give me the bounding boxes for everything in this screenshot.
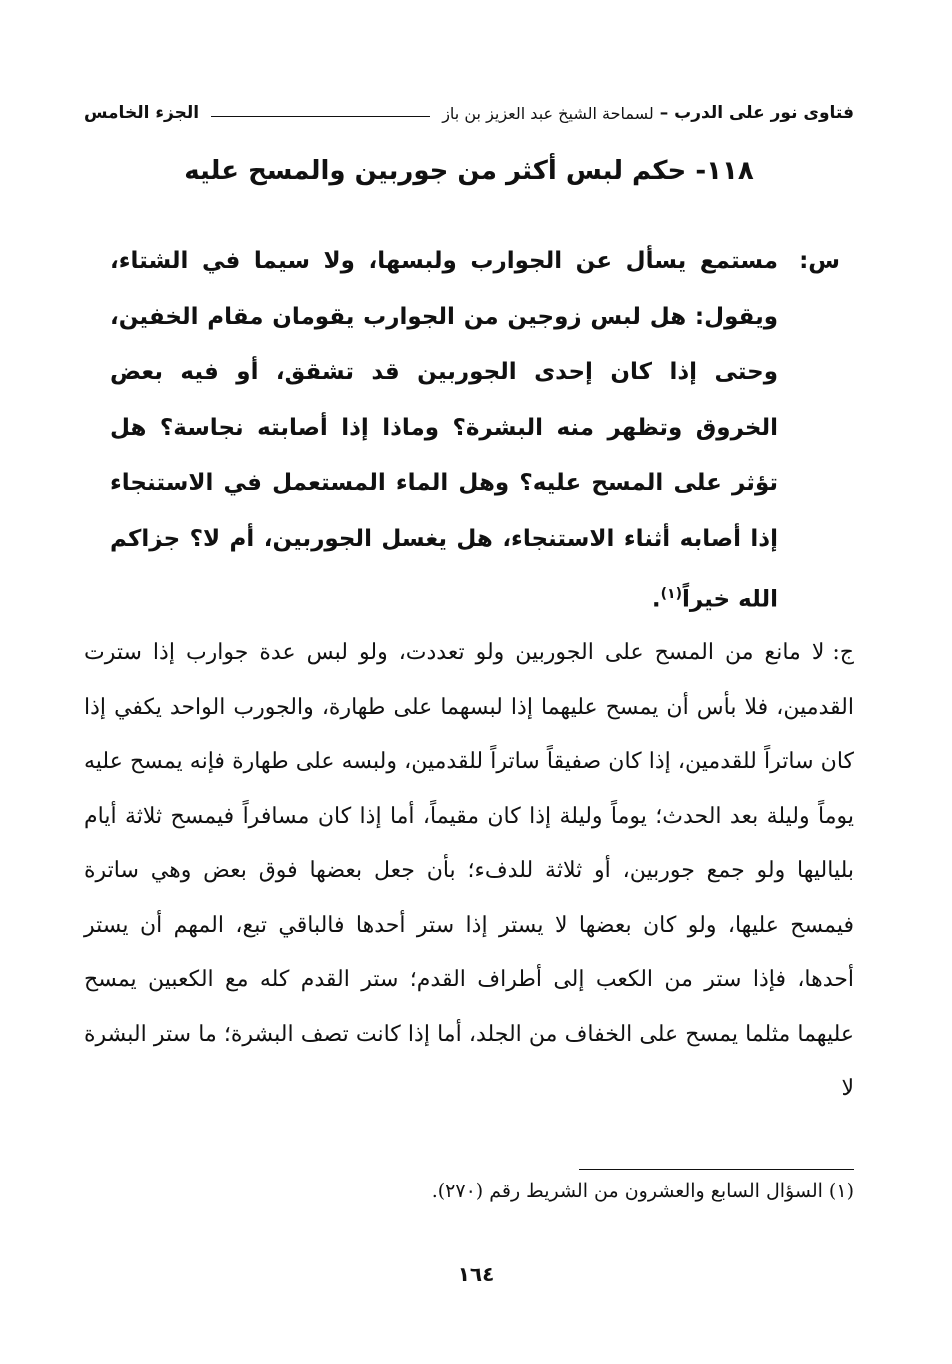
footnote-ref: (١): [660, 586, 682, 602]
page-number: ١٦٤: [457, 1262, 495, 1286]
volume-label: الجزء الخامس: [84, 103, 200, 123]
fatwa-title: ١١٨- حكم لبس أكثر من جوربين والمسح عليه: [184, 156, 754, 186]
question-end: .: [651, 586, 661, 613]
answer-label: ج:: [832, 640, 854, 665]
answer-text: لا مانع من المسح على الجوربين ولو تعددت، ولو لبس عدة جوارب إذا سترت القدمين، فلا بأس أن يمسح عليهما إذا لبسهما على طهارة، والجورب الواحد يكفي إذا كان ساتراً للقدمين، إذا كان صفيقاً ساتراً للقدمين، ولبسه على طهارة فإنه يمسح عليه يوماً وليلة بعد الحدث؛ يوماً وليلة إذا كان مقيماً، أما إذا كان مسافراً فيمسح ثلاثة أيام بلياليها ولو جمع جوربين، أو ثلاثة للدفء؛ بأن جعل بعضها فوق بعض وهي ساترة فيمسح عليها، ولو كان بعضها لا يستر إذا ستر أحدها فالباقي تبع، المهم أن يستر أحدها، فإذا ستر من الكعب إلى أطراف القدم؛ ستر القدم كله مع الكعبين يمسح عليهما مثلما يمسح على الخفاف من الجلد، أما إذا كانت تصف البشرة؛ ما ستر البشرة لا: [84, 640, 854, 1101]
scholar-name: لسماحة الشيخ عبد العزيز بن باز: [442, 103, 654, 123]
question-block: [110, 234, 840, 628]
footnote: (١) السؤال السابع والعشرون من الشريط رقم (٢٧٠).: [431, 1180, 854, 1202]
book-title: فتاوى نور على الدرب: [674, 103, 854, 123]
running-header: [84, 96, 854, 130]
footnote-rule: [579, 1169, 854, 1170]
header-separator: –: [659, 103, 669, 123]
question-body: مستمع يسأل عن الجوارب ولبسها، ولا سيما في الشتاء، ويقول: هل لبس زوجين من الجوارب يقومان مقام الخفين، وحتى إذا كان إحدى الجوربين قد تشقق، أو فيه بعض الخروق وتظهر منه البشرة؟ وماذا إذا أصابته نجاسة؟ هل تؤثر على المسح عليه؟ وهل الماء المستعمل في الاستنجاء إذا أصابه أثناء الاستنجاء، هل يغسل الجوربين، أم لا؟ جزاكم الله خيراً: [110, 248, 778, 613]
question-text: [110, 234, 778, 628]
answer-block: [84, 626, 854, 1117]
header-rule: [211, 116, 430, 117]
question-label: س:: [799, 248, 840, 274]
